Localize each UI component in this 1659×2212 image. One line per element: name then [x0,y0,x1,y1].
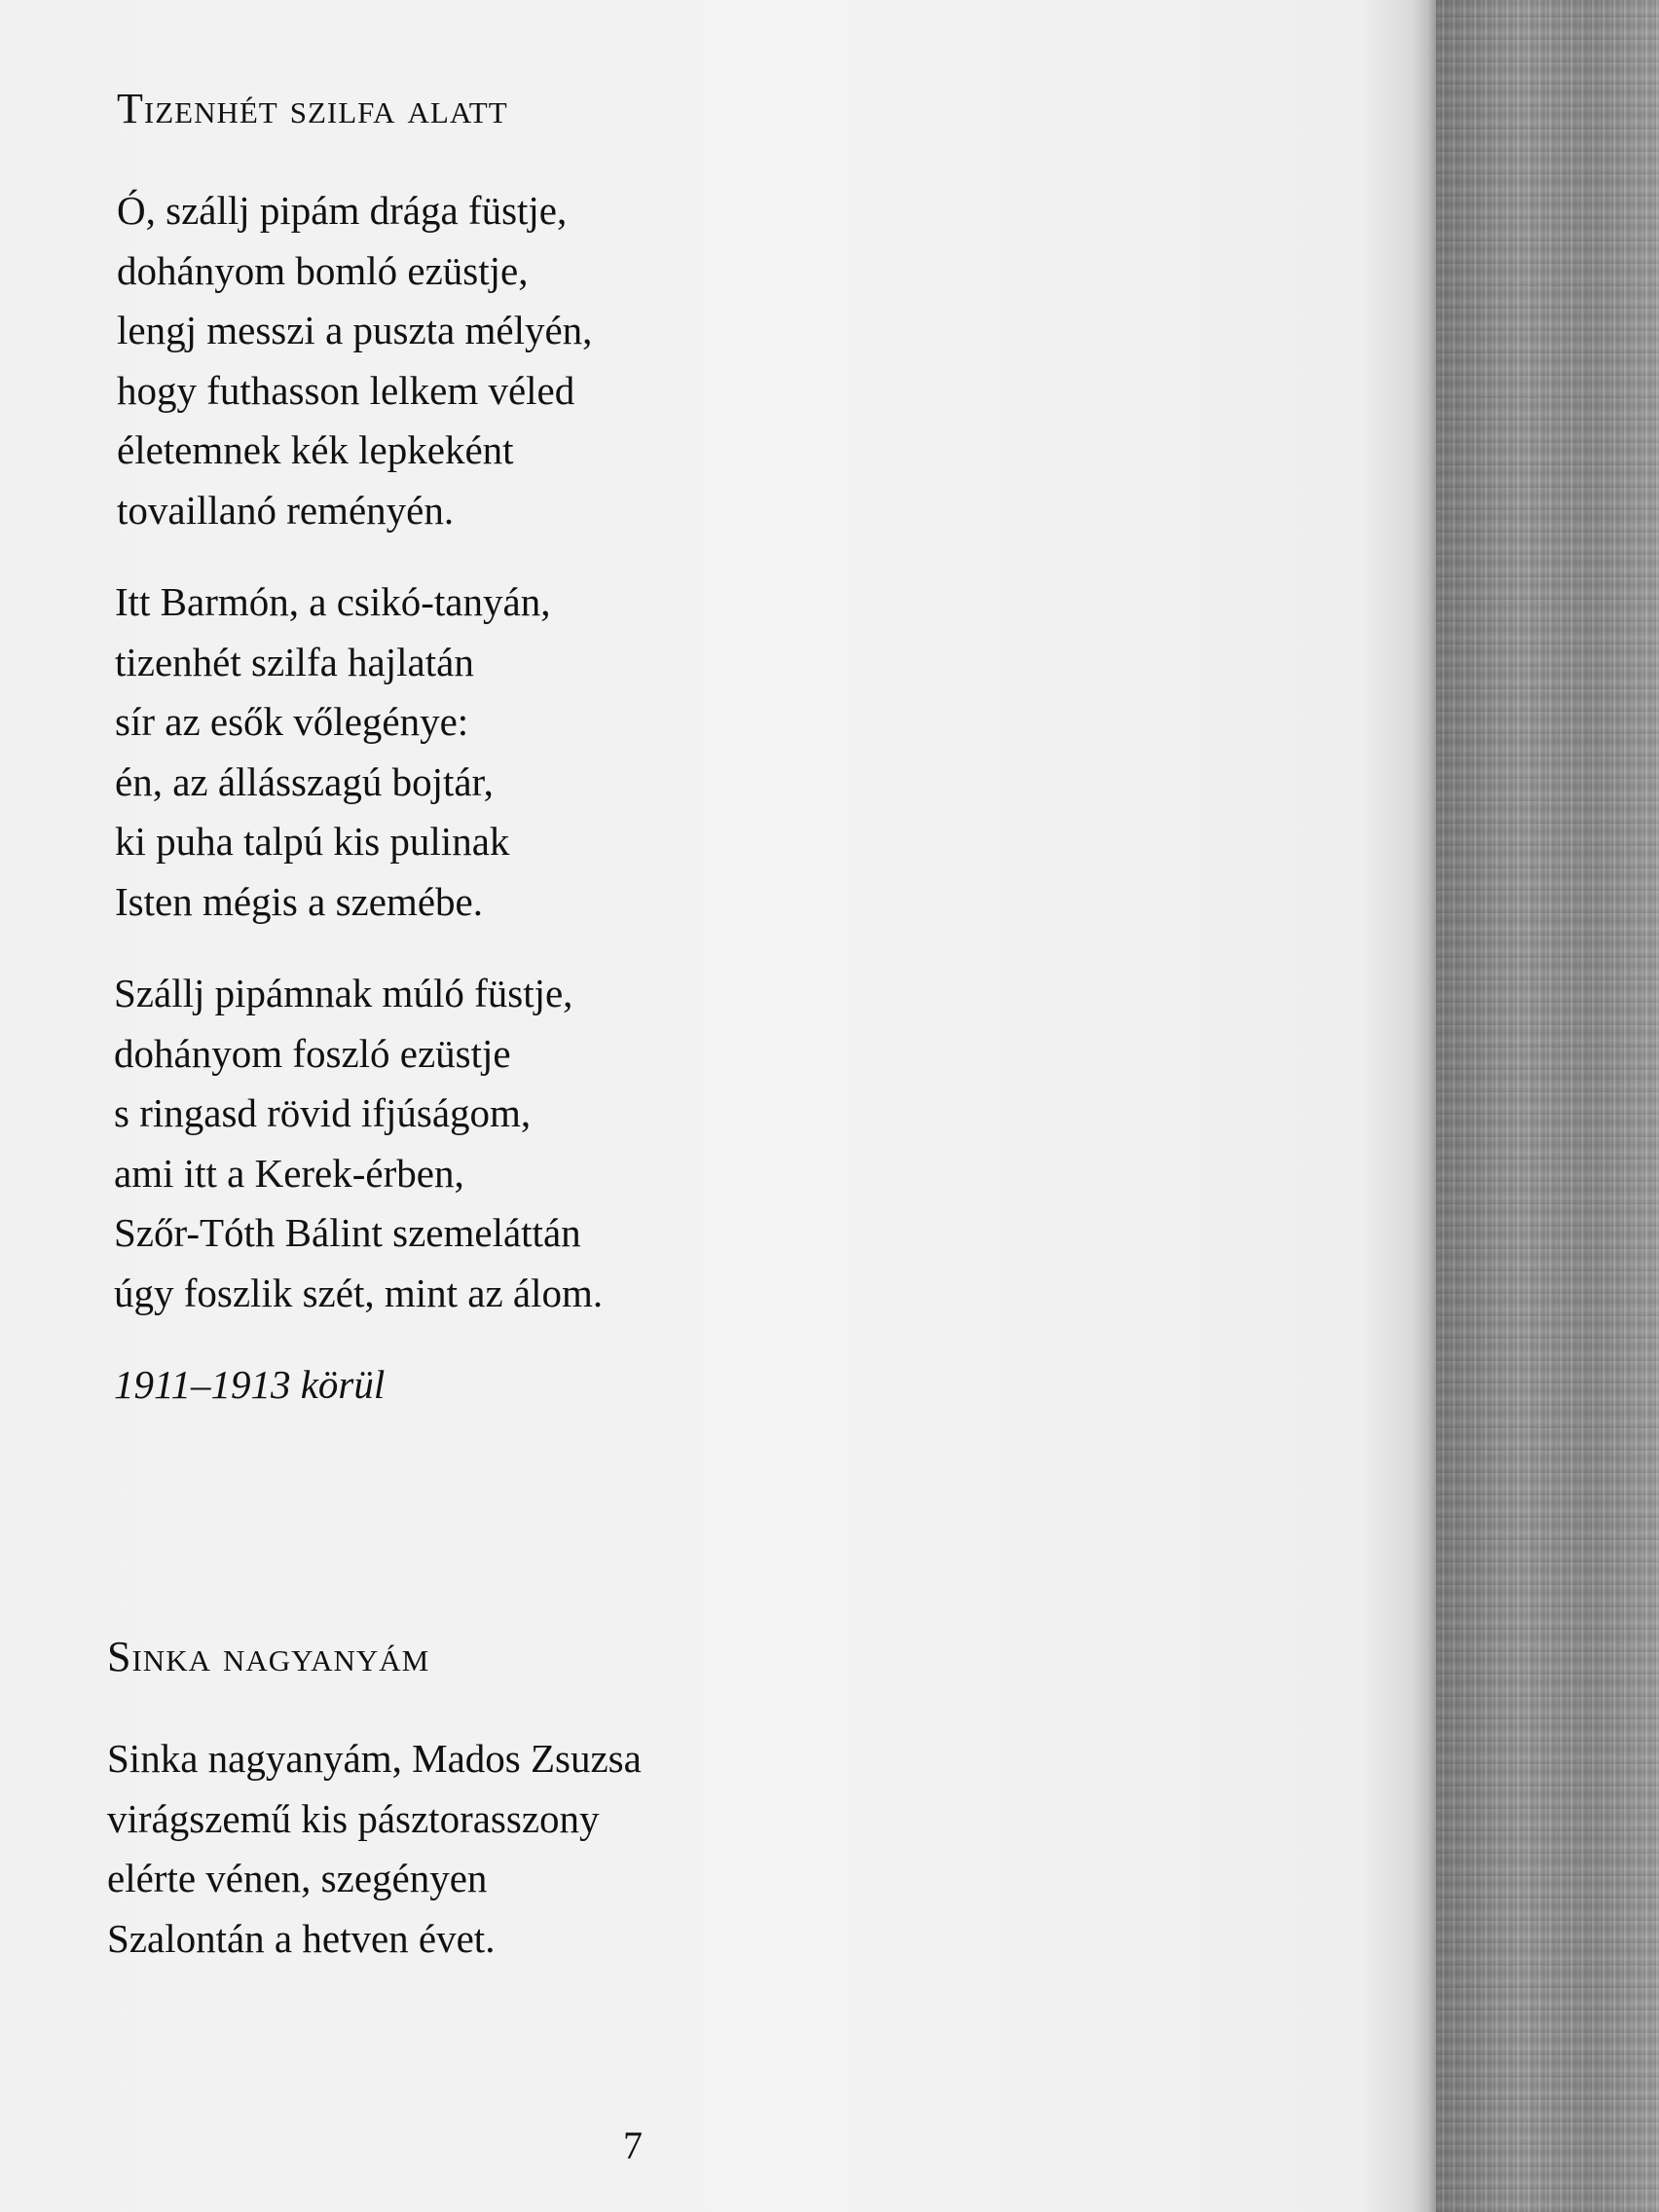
poem-line: életemnek kék lepkeként [117,427,514,472]
poem-line: Sinka nagyanyám, Mados Zsuzsa [107,1736,642,1781]
poem-line: lengj messzi a puszta mélyén, [117,308,593,352]
poem-line: elérte vénen, szegényen [107,1856,488,1900]
poem-date: 1911–1913 körül [114,1362,386,1407]
background-texture [1431,0,1659,2212]
page-number: 7 [623,2123,643,2167]
poem-line: tizenhét szilfa hajlatán [115,639,474,684]
stanza-1 [107,1729,642,1969]
poem-line: Isten mégis a szemébe. [115,878,483,924]
poem-title: Tizenhét szilfa alatt [117,85,508,132]
page-edge [1358,0,1436,2212]
poem-title: Sinka nagyanyám [107,1633,430,1680]
poem-line: én, az állásszagú bojtár, [115,758,494,804]
poem-line: Szállj pipámnak múló füstje, [114,971,573,1015]
poem-tizenhet-szilfa-alatt [114,78,604,1415]
poem-line: tovaillanó reményén. [117,487,455,533]
poem-line: sír az esők vőlegénye: [115,699,469,744]
poem-line: Itt Barmón, a csikó-tanyán, [115,579,551,624]
poem-line: Ó, szállj pipám drága füstje, [117,188,568,233]
poem-line: dohányom bomló ezüstje, [117,247,529,293]
stanza-2 [115,572,603,932]
poem-line: Szőr-Tóth Bálint szemeláttán [114,1210,581,1255]
poem-line: úgy foszlik szét, mint az álom. [114,1270,604,1315]
poem-line: Szalontán a hetven évet. [107,1915,496,1961]
poem-line: dohányom foszló ezüstje [114,1030,511,1076]
poem-sinka-nagyanyam [107,1626,642,1969]
poem-line: s ringasd rövid ifjúságom, [114,1090,532,1135]
poem-line: ami itt a Kerek-érben, [114,1150,464,1196]
poem-line: hogy futhasson lelkem véled [117,367,575,413]
poem-line: virágszemű kis pásztorasszony [107,1795,600,1841]
stanza-1 [117,181,603,540]
poem-line: ki puha talpú kis pulinak [115,819,510,864]
stanza-3 [114,964,603,1323]
